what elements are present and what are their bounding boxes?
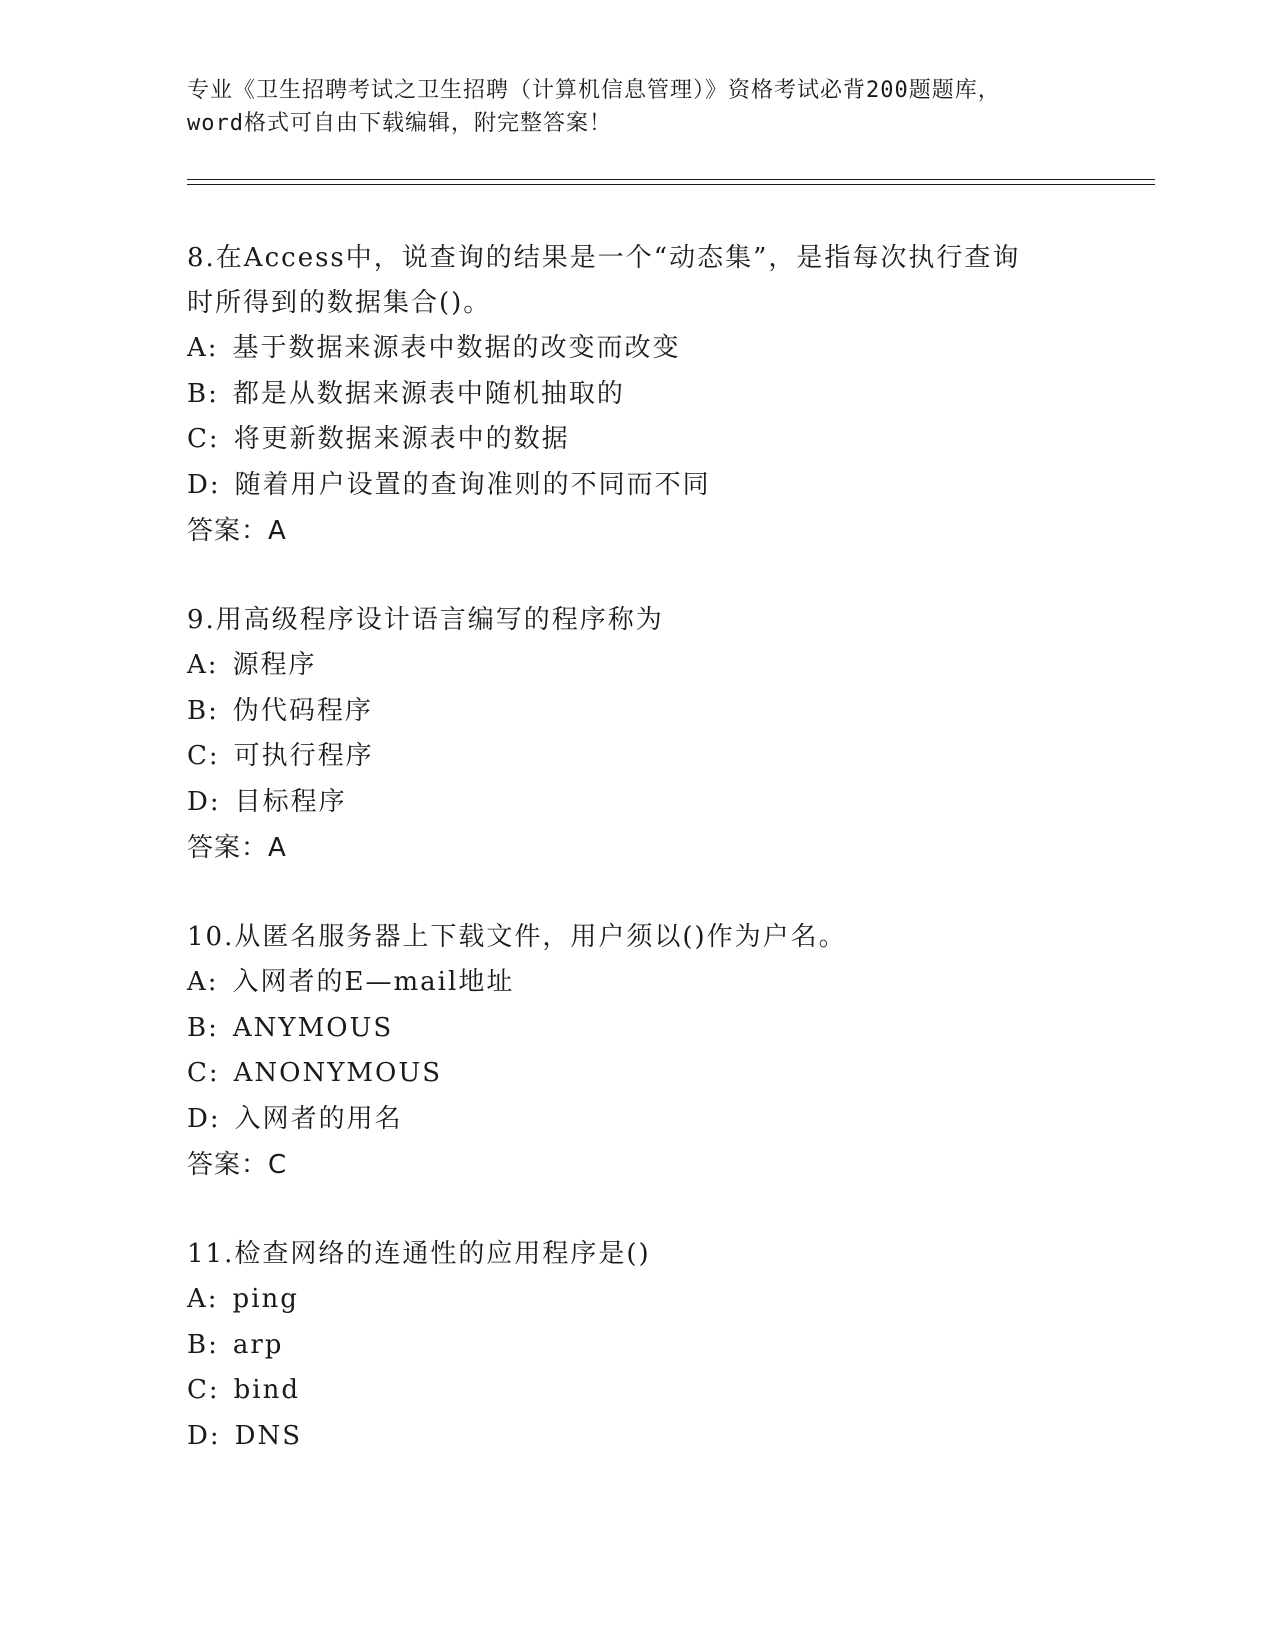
option-text: 源程序 bbox=[232, 650, 317, 680]
option-d bbox=[187, 1097, 1147, 1143]
question-text bbox=[187, 1232, 1147, 1277]
option-label: C: bbox=[187, 1058, 220, 1088]
option-text: ANONYMOUS bbox=[233, 1058, 443, 1088]
option-d bbox=[187, 780, 1147, 826]
option-label: B: bbox=[187, 378, 219, 409]
question-line: 8.在Access中，说查询的结果是一个“动态集”，是指每次执行查询 bbox=[187, 243, 1021, 273]
option-a bbox=[187, 1277, 1147, 1323]
option-label: D: bbox=[187, 1420, 221, 1451]
option-label: A: bbox=[187, 650, 219, 680]
answer-text: 答案：C bbox=[187, 1150, 288, 1180]
option-a bbox=[187, 960, 1147, 1006]
question-block bbox=[187, 598, 1147, 871]
header-line-2: word格式可自由下载编辑，附完整答案！ bbox=[187, 111, 612, 136]
question-line: 时所得到的数据集合()。 bbox=[187, 288, 492, 318]
option-a bbox=[187, 643, 1147, 689]
question-block bbox=[187, 915, 1147, 1188]
question-text bbox=[187, 236, 1147, 326]
option-label: C: bbox=[187, 424, 220, 454]
question-block bbox=[187, 1232, 1147, 1459]
option-text: bind bbox=[233, 1375, 301, 1405]
option-label: D: bbox=[187, 469, 221, 500]
question-text bbox=[187, 598, 1147, 643]
option-text: 入网者的E—mail地址 bbox=[232, 967, 515, 997]
option-text: arp bbox=[232, 1329, 284, 1360]
question-line: 10.从匿名服务器上下载文件，用户须以()作为户名。 bbox=[187, 922, 847, 952]
document-header bbox=[187, 74, 1087, 140]
option-label: C: bbox=[187, 1375, 220, 1405]
question-list bbox=[187, 236, 1147, 1503]
question-block bbox=[187, 236, 1147, 554]
option-text: 伪代码程序 bbox=[232, 695, 373, 726]
option-text: 随着用户设置的查询准则的不同而不同 bbox=[234, 469, 711, 500]
option-text: 都是从数据来源表中随机抽取的 bbox=[232, 378, 625, 409]
header-divider-bottom bbox=[187, 184, 1155, 185]
option-text: 将更新数据来源表中的数据 bbox=[233, 424, 570, 454]
option-text: ANYMOUS bbox=[232, 1012, 394, 1043]
option-text: 基于数据来源表中数据的改变而改变 bbox=[232, 333, 681, 363]
option-text: DNS bbox=[234, 1420, 303, 1451]
option-c bbox=[187, 417, 1147, 463]
option-label: B: bbox=[187, 1012, 219, 1043]
option-label: D: bbox=[187, 1103, 221, 1134]
header-line-1: 专业《卫生招聘考试之卫生招聘（计算机信息管理）》资格考试必背200题题库， bbox=[187, 78, 1001, 103]
option-label: A: bbox=[187, 967, 219, 997]
option-b bbox=[187, 1323, 1147, 1369]
option-text: 目标程序 bbox=[234, 786, 347, 817]
answer-text: 答案：A bbox=[187, 833, 287, 863]
question-line: 9.用高级程序设计语言编写的程序称为 bbox=[187, 605, 664, 635]
option-b bbox=[187, 689, 1147, 735]
header-divider-top bbox=[187, 179, 1155, 180]
option-label: B: bbox=[187, 695, 219, 726]
option-label: A: bbox=[187, 333, 219, 363]
option-d bbox=[187, 1414, 1147, 1460]
option-b bbox=[187, 1006, 1147, 1052]
answer-text: 答案：A bbox=[187, 516, 287, 546]
option-label: A: bbox=[187, 1284, 219, 1314]
option-b bbox=[187, 372, 1147, 418]
option-c bbox=[187, 734, 1147, 780]
option-label: C: bbox=[187, 741, 220, 771]
question-line: 11.检查网络的连通性的应用程序是() bbox=[187, 1239, 651, 1269]
option-c bbox=[187, 1368, 1147, 1414]
option-d bbox=[187, 463, 1147, 509]
option-text: 可执行程序 bbox=[233, 741, 374, 771]
option-label: B: bbox=[187, 1329, 219, 1360]
question-text bbox=[187, 915, 1147, 960]
option-text: 入网者的用名 bbox=[234, 1103, 403, 1134]
option-text: ping bbox=[232, 1284, 299, 1314]
option-c bbox=[187, 1051, 1147, 1097]
option-label: D: bbox=[187, 786, 221, 817]
option-a bbox=[187, 326, 1147, 372]
